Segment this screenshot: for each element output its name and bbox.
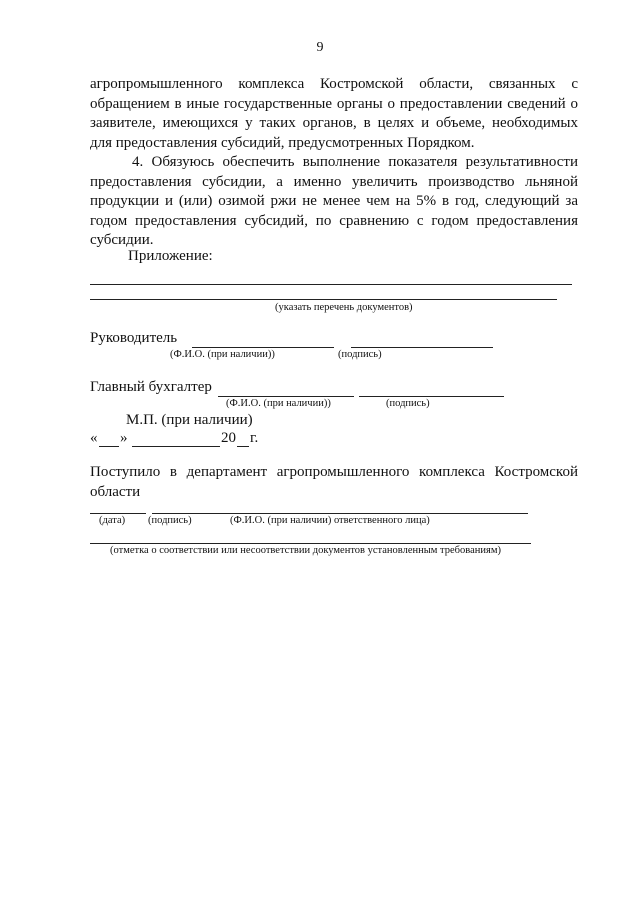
received-fio-hint: (Ф.И.О. (при наличии) ответственного лица) [230,515,430,526]
page-number: 9 [316,40,324,55]
accountant-fio-hint: (Ф.И.О. (при наличии)) [226,398,331,409]
head-fio-line [192,347,334,348]
paragraph-line: для предоставления субсидий, предусмотренных Порядком. [90,134,475,151]
compliance-hint: (отметка о соответствии или несоответствии документов установленным требованиям) [110,545,501,556]
received-signature-line [152,513,528,514]
date-open-quote: « [90,430,98,446]
appendix-hint: (указать перечень документов) [275,302,413,313]
appendix-label: Приложение: [128,248,213,264]
date-year-prefix: 20 [221,430,236,446]
date-year-line [237,446,249,447]
date-year-suffix: г. [250,430,259,446]
date-close-quote: » [120,430,128,446]
paragraph-line: заявителе, имеющихся у таких органов, в целях и объеме, необходимых [90,115,578,132]
accountant-label: Главный бухгалтер [90,379,212,395]
paragraph-line: продукции и (или) озимой ржи не менее чем на 5% в год, следующий за [90,193,578,210]
paragraph-obligation [90,153,578,251]
stamp-label: М.П. (при наличии) [126,412,253,428]
accountant-signature-hint: (подпись) [386,398,430,409]
date-month-line [132,446,220,447]
received-date-hint: (дата) [99,515,126,526]
head-label: Руководитель [90,330,178,346]
compliance-line [90,543,531,544]
accountant-fio-line [218,396,354,397]
received-paragraph [90,463,578,502]
date-day-line [99,446,119,447]
received-line: Поступило в департамент агропромышленного комплекса Костромской [90,464,578,480]
paragraph-line: предоставления субсидии, а именно увеличить производство льняной [90,173,578,190]
paragraph-line: обращением в иные государственные органы о предоставлении сведений о [90,95,578,112]
appendix-line [90,299,557,300]
paragraph-line: годом предоставления субсидий, по сравнению с годом предоставления [90,212,578,229]
received-signature-hint: (подпись) [148,515,192,526]
head-fio-hint: (Ф.И.О. (при наличии)) [170,349,275,360]
received-line: области [90,483,141,500]
head-signature-hint: (подпись) [338,349,382,360]
appendix-line [90,284,572,285]
paragraph-line: агропромышленного комплекса Костромской области, связанных с [90,76,578,92]
accountant-signature-line [359,396,504,397]
paragraph-consent-continuation [90,75,578,153]
paragraph-line: 4. Обязуюсь обеспечить выполнение показателя результативности [132,154,578,170]
received-date-line [90,513,146,514]
head-signature-line [351,347,493,348]
paragraph-line: субсидии. [90,232,154,249]
